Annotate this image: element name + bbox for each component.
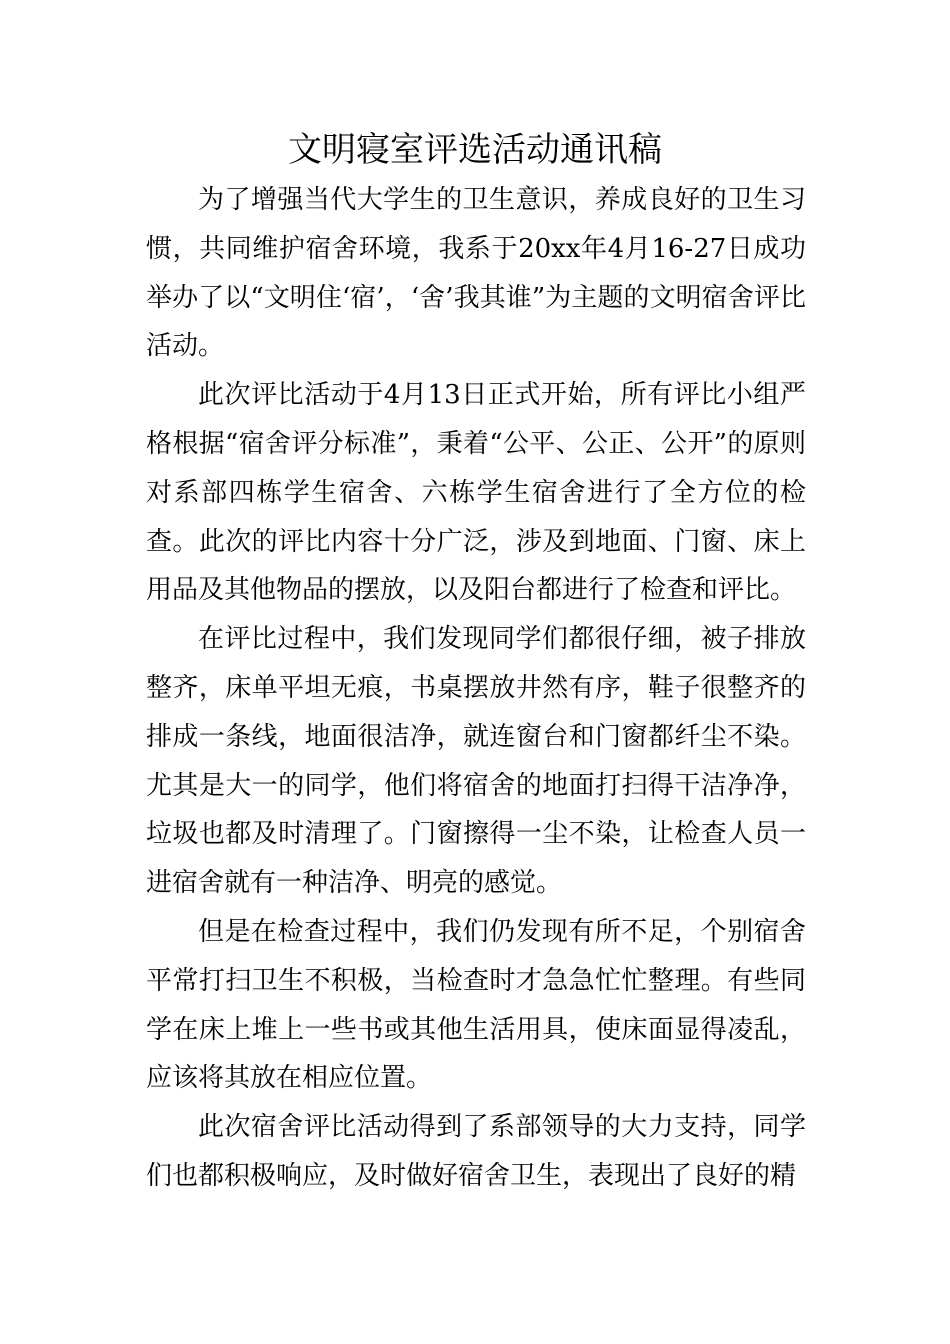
- document-title: 文明寝室评选活动通讯稿: [288, 130, 662, 170]
- paragraph-intro: 为了增强当代大学生的卫生意识，养成良好的卫生习惯，共同维护宿舍环境，我系于20xx年4月16-27日成功举办了以“文明住‘宿’，‘舍’我其谁”为主题的文明宿舍评比活动。: [146, 185, 806, 362]
- document-body: [146, 176, 806, 1201]
- paragraph-findings: 在评比过程中，我们发现同学们都很仔细，被子排放整齐，床单平坦无痕，书桌摆放井然有序，鞋子很整齐的排成一条线，地面很洁净，就连窗台和门窗都纤尘不染。尤其是大一的同学，他们将宿舍的地面打扫得干洁净净，垃圾也都及时清理了。门窗擦得一尘不染，让检查人员一进宿舍就有一种洁净、明亮的感觉。: [146, 624, 806, 899]
- paragraph-support: 此次宿舍评比活动得到了系部领导的大力支持，同学们也都积极响应，及时做好宿舍卫生，表现出了良好的精: [146, 1112, 806, 1191]
- paragraph-process: 此次评比活动于4月13日正式开始，所有评比小组严格根据“宿舍评分标准”，秉着“公平、公正、公开”的原则对系部四栋学生宿舍、六栋学生宿舍进行了全方位的检查。此次的评比内容十分广泛，涉及到地面、门窗、床上用品及其他物品的摆放，以及阳台都进行了检查和评比。: [146, 380, 806, 606]
- paragraph-shortcomings: 但是在检查过程中，我们仍发现有所不足，个别宿舍平常打扫卫生不积极，当检查时才急急忙忙整理。有些同学在床上堆上一些书或其他生活用具，使床面显得凌乱，应该将其放在相应位置。: [146, 916, 806, 1094]
